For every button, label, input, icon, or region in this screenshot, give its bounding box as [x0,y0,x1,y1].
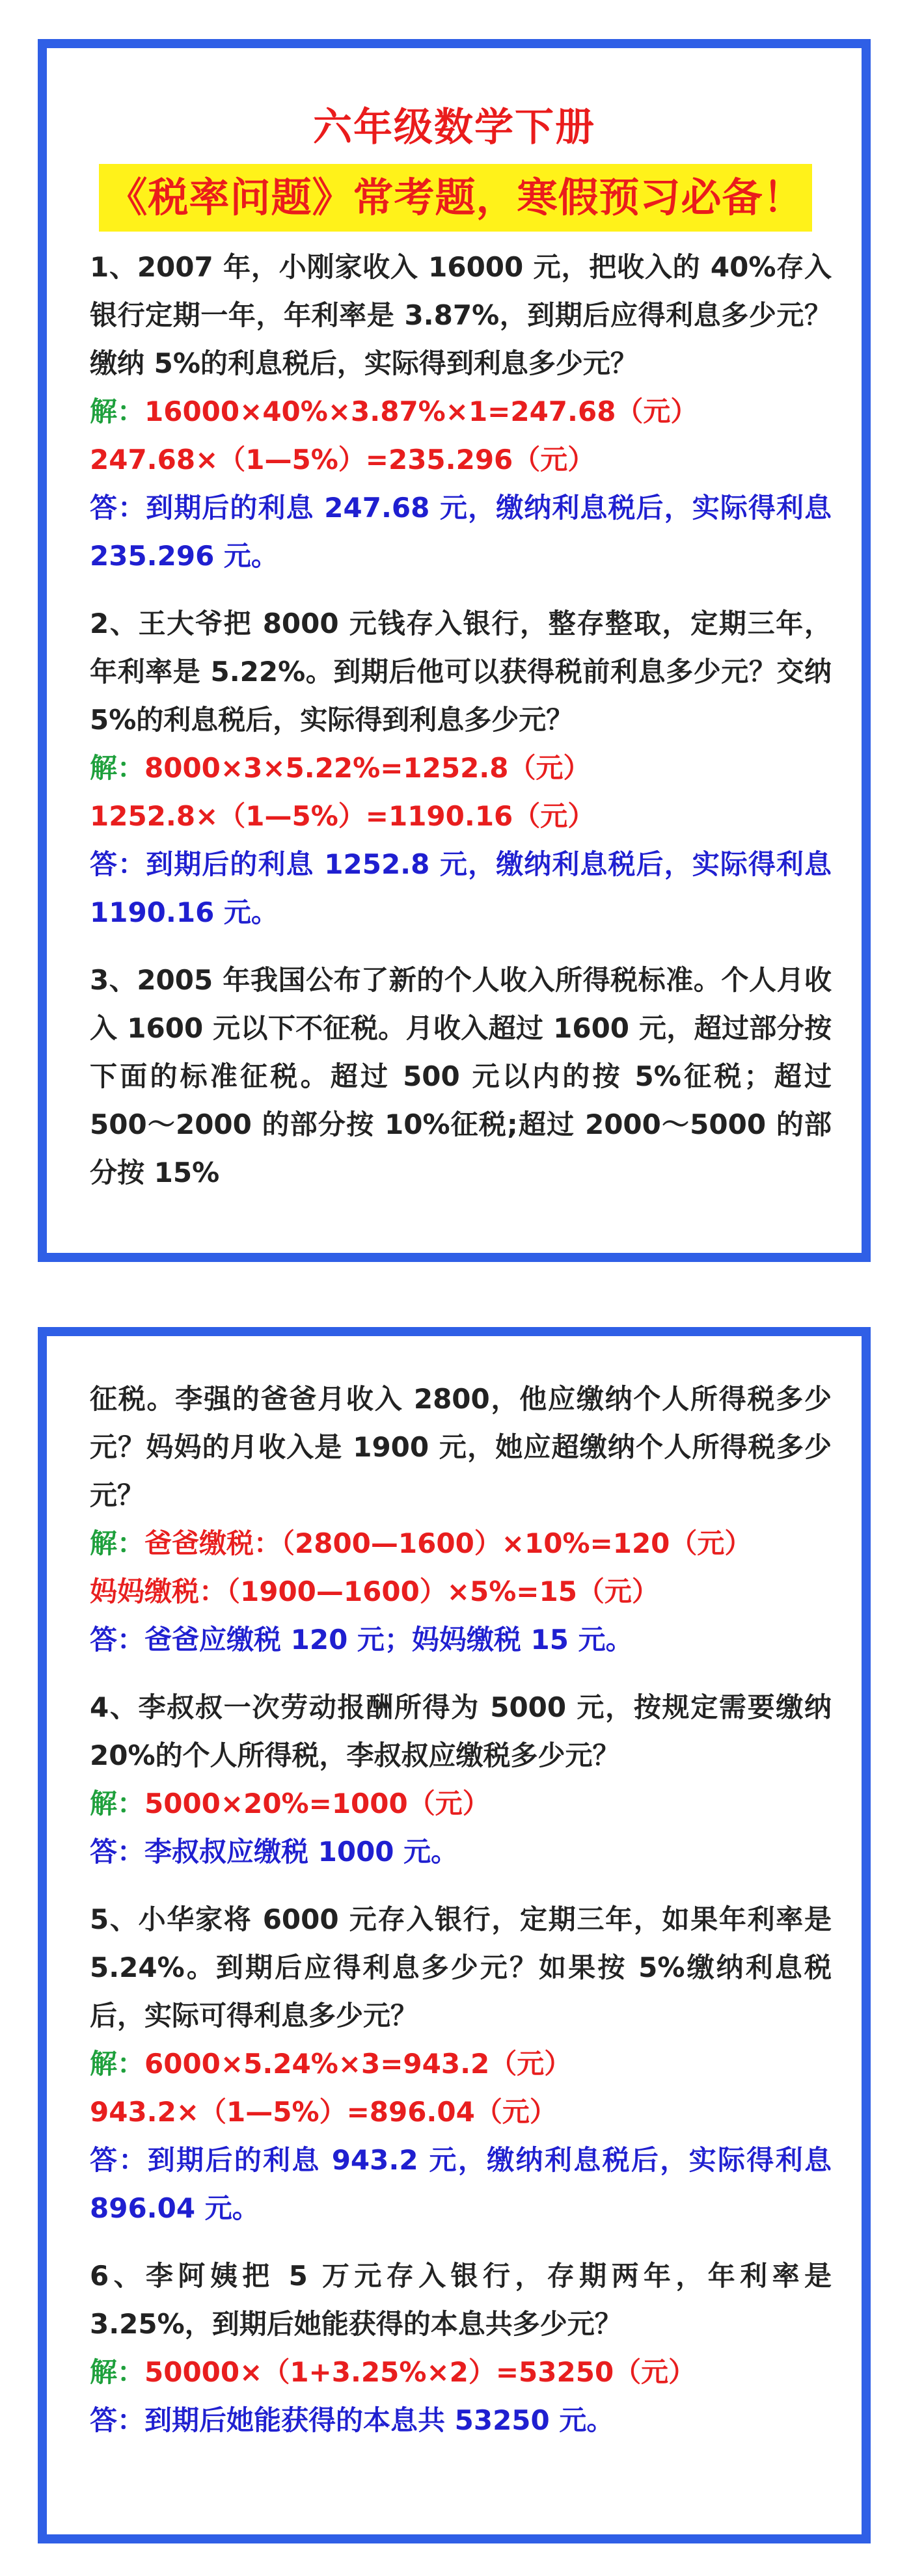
question-text: 4、李叔叔一次劳动报酬所得为 5000 元，按规定需要缴纳 20%的个人所得税，李叔叔应缴税多少元？ [90,1691,832,1771]
jie-label: 解： [90,752,145,784]
question-block-3-continued [90,1375,832,1664]
solution-line: 解：爸爸缴税：（2800—1600）×10%=120（元） [90,1527,752,1559]
question-block-3 [90,956,832,1197]
da-label: 答： [90,1836,145,1868]
page-title: 六年级数学下册 [313,105,595,150]
solution-line: 解：5000×20%=1000（元） [90,1788,490,1819]
answer-line: 答：爸爸应缴税 120 元；妈妈缴税 15 元。 [90,1624,633,1656]
content-page-1 [90,243,832,1197]
solution-line: 妈妈缴税：（1900—1600）×5%=15（元） [90,1576,659,1607]
solution-line: 247.68×（1—5%）=235.296（元） [90,444,595,476]
solution-line: 解：8000×3×5.22%=1252.8（元） [90,752,591,784]
question-text: 征税。李强的爸爸月收入 2800，他应缴纳个人所得税多少元？妈妈的月收入是 1900 元，她应超缴纳个人所得税多少元？ [90,1383,832,1511]
question-block-2 [90,600,832,937]
answer-line: 答：到期后的利息 247.68 元，缴纳利息税后，实际得利息 235.296 元。 [90,492,832,572]
jie-label: 解： [90,1527,145,1559]
title-banner: 《税率问题》常考题，寒假预习必备！ [99,164,812,232]
question-text: 5、小华家将 6000 元存入银行，定期三年，如果年利率是 5.24%。到期后应得利息多少元？如果按 5%缴纳利息税后，实际可得利息多少元？ [90,1903,832,2032]
question-block-5 [90,1896,832,2233]
solution-line: 解：6000×5.24%×3=943.2（元） [90,2048,572,2080]
da-label: 答： [90,848,146,880]
answer-line: 答：到期后的利息 1252.8 元，缴纳利息税后，实际得利息 1190.16 元。 [90,848,832,928]
question-block-6 [90,2252,832,2445]
question-block-1 [90,243,832,580]
jie-label: 解： [90,2048,145,2080]
da-label: 答： [90,1624,145,1656]
answer-line: 答：到期后她能获得的本息共 53250 元。 [90,2404,614,2436]
page-card-2 [38,1327,871,2543]
jie-label: 解： [90,2356,145,2388]
jie-label: 解： [90,1788,145,1819]
da-label: 答： [90,2144,148,2176]
answer-line: 答：李叔叔应缴税 1000 元。 [90,1836,459,1868]
solution-line: 解：50000×（1+3.25%×2）=53250（元） [90,2356,696,2388]
question-text: 3、2005 年我国公布了新的个人收入所得税标准。个人月收入 1600 元以下不征税。月收入超过 1600 元，超过部分按下面的标准征税。超过 500 元以内的按 5%征税；超过 500～2000 的部分按 10%征税;超过 2000～5000 的部分按 15% [90,964,832,1188]
question-text: 1、2007 年，小刚家收入 16000 元，把收入的 40%存入银行定期一年，年利率是 3.87%，到期后应得利息多少元？缴纳 5%的利息税后，实际得到利息多少元？ [90,251,832,379]
solution-line: 1252.8×（1—5%）=1190.16（元） [90,800,595,832]
answer-line: 答：到期后的利息 943.2 元，缴纳利息税后，实际得利息 896.04 元。 [90,2144,832,2224]
question-block-4 [90,1684,832,1876]
da-label: 答： [90,2404,145,2436]
da-label: 答： [90,492,146,524]
solution-line: 943.2×（1—5%）=896.04（元） [90,2096,557,2128]
solution-line: 解：16000×40%×3.87%×1=247.68（元） [90,396,698,427]
question-text: 2、王大爷把 8000 元钱存入银行，整存整取，定期三年，年利率是 5.22%。到期后他可以获得税前利息多少元？交纳 5%的利息税后，实际得到利息多少元？ [90,608,832,736]
page-card-1 [38,39,871,1262]
question-text: 6、李阿姨把 5 万元存入银行，存期两年，年利率是 3.25%，到期后她能获得的本息共多少元？ [90,2260,832,2340]
content-page-2 [90,1375,832,2445]
jie-label: 解： [90,396,145,427]
